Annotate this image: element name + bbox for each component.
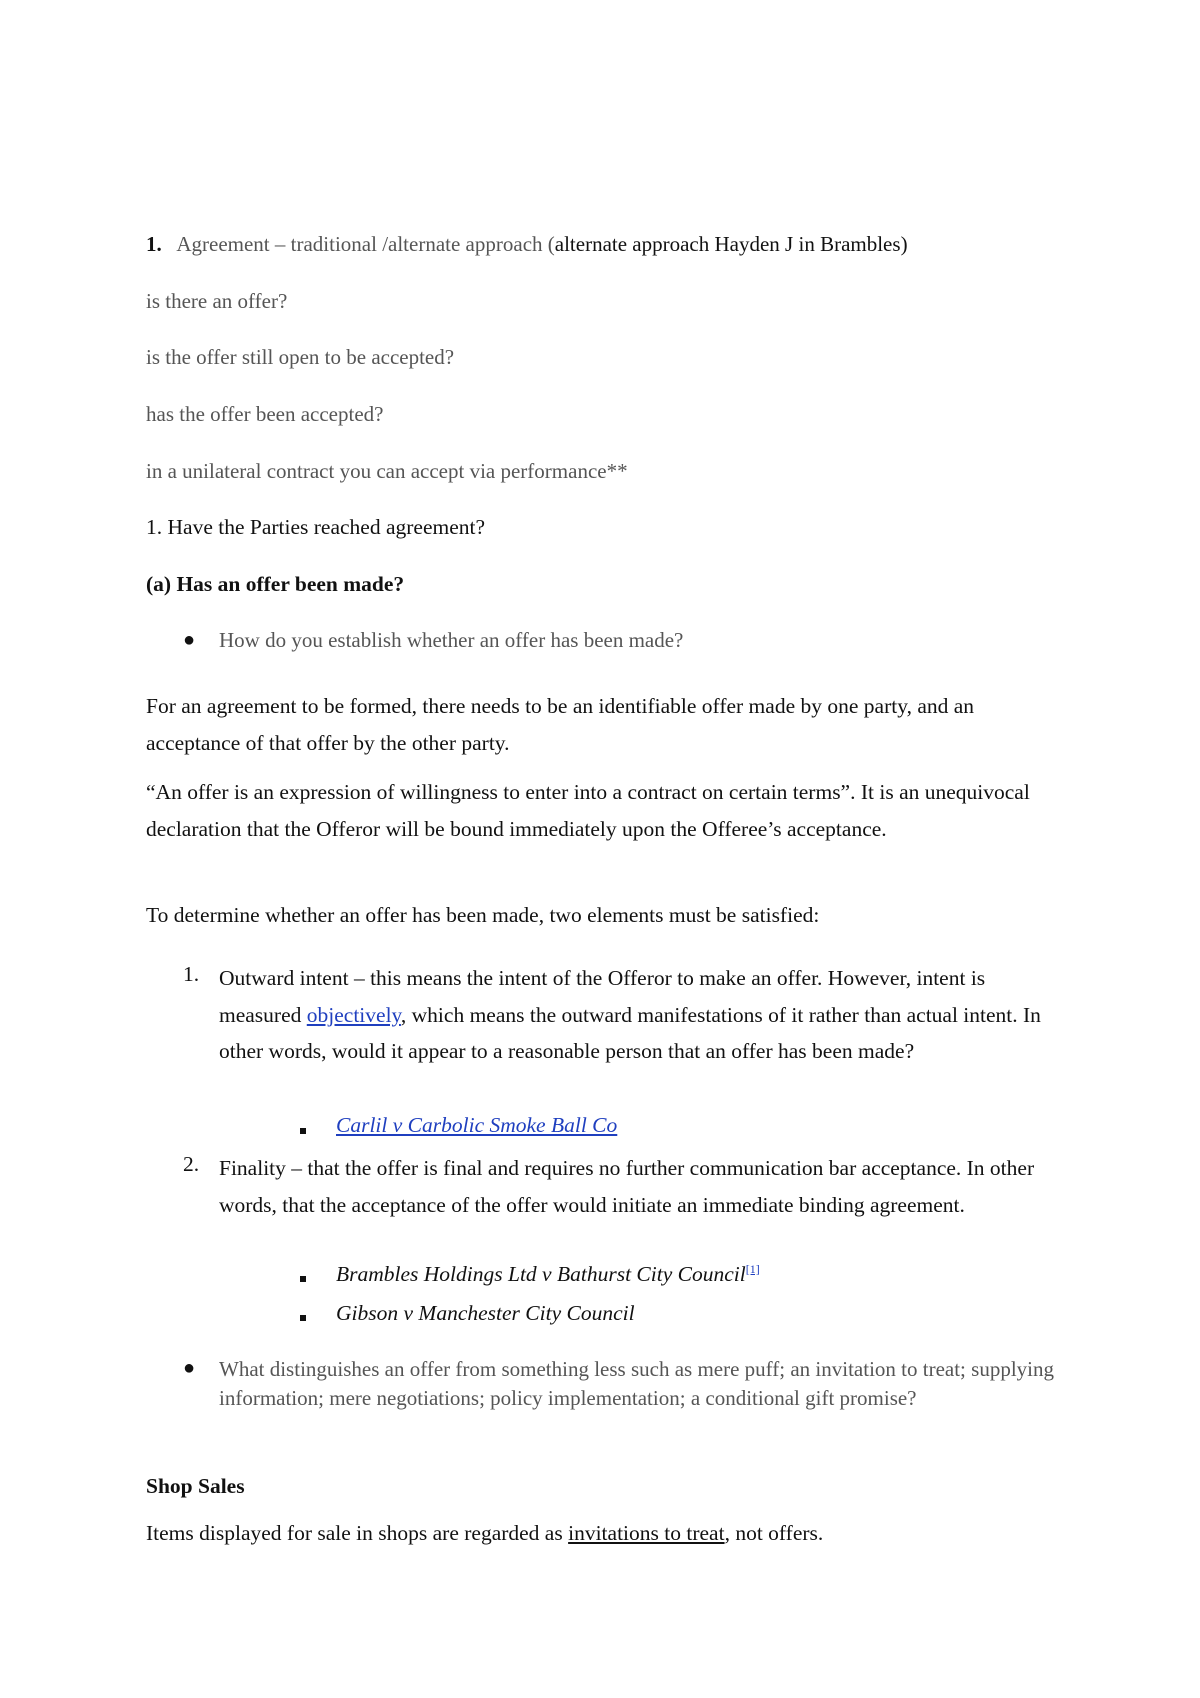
heading-dark-text: alternate approach Hayden J in Brambles bbox=[554, 232, 901, 256]
subheading: (a) Has an offer been made? bbox=[146, 572, 405, 596]
bullet-question: How do you establish whether an offer has been made? bbox=[219, 628, 684, 652]
bullet-question: What distinguishes an offer from something less such as mere puff; an invitation to treat; supplying information; mere negotiations; policy implementation; a conditional gift promise? bbox=[219, 1357, 1054, 1410]
heading-text: Agreement – traditional /alternate approach ( bbox=[176, 232, 555, 256]
heading-number: 1. bbox=[146, 232, 162, 256]
bullet-dot: ● bbox=[183, 629, 196, 651]
element-outward-intent bbox=[219, 960, 1069, 1070]
square-bullet bbox=[300, 1276, 306, 1282]
case-brambles-name: Brambles Holdings Ltd v Bathurst City Council bbox=[336, 1262, 746, 1287]
question-line: has the offer been accepted? bbox=[146, 402, 384, 426]
section-title: 1. Have the Parties reached agreement? bbox=[146, 515, 486, 539]
invitations-to-treat: invitations to treat bbox=[568, 1521, 725, 1545]
shop-sales-text bbox=[146, 1521, 823, 1546]
case-gibson: Gibson v Manchester City Council bbox=[336, 1301, 635, 1325]
paragraph-two-elements: To determine whether an offer has been made, two elements must be satisfied: bbox=[146, 903, 820, 927]
heading-close: ) bbox=[900, 232, 908, 256]
paragraph-offer-definition: “An offer is an expression of willingness to enter into a contract on certain terms”. It is an unequivocal declaration that the Offeror will be bound immediately upon the Offeree’s acceptance. bbox=[146, 780, 1030, 841]
element-number: 1. bbox=[183, 962, 200, 986]
question-line: in a unilateral contract you can accept via performance** bbox=[146, 459, 628, 483]
shop-text-before: Items displayed for sale in shops are regarded as bbox=[146, 1521, 569, 1545]
element-text-before: Outward intent – this means the intent of the Offeror to make an offer. However, intent is measured bbox=[219, 966, 986, 1027]
bullet-dot: ● bbox=[183, 1357, 196, 1379]
square-bullet bbox=[300, 1128, 306, 1134]
question-line: is there an offer? bbox=[146, 289, 288, 313]
element-finality: Finality – that the offer is final and requires no further communication bar acceptance. In other words, that the acceptance of the offer would initiate an immediate binding agreement. bbox=[219, 1156, 1035, 1217]
objectively-link[interactable]: objectively bbox=[306, 1002, 401, 1027]
case-brambles bbox=[336, 1262, 760, 1287]
case-link-carlil[interactable]: Carlil v Carbolic Smoke Ball Co bbox=[336, 1113, 618, 1137]
question-line: is the offer still open to be accepted? bbox=[146, 345, 455, 369]
shop-sales-heading: Shop Sales bbox=[146, 1474, 245, 1498]
agreement-heading bbox=[146, 232, 908, 257]
element-number: 2. bbox=[183, 1152, 200, 1176]
paragraph-offer-acceptance: For an agreement to be formed, there needs to be an identifiable offer made by one party, and an acceptance of that offer by the other party. bbox=[146, 694, 975, 755]
element-text-after: , which means the outward manifestations of it rather than actual intent. In other words, would it appear to a reasonable person that an offer has been made? bbox=[219, 1002, 1041, 1063]
footnote-link[interactable]: [1] bbox=[745, 1262, 760, 1276]
square-bullet bbox=[300, 1315, 306, 1321]
shop-text-after: , not offers. bbox=[724, 1521, 824, 1545]
